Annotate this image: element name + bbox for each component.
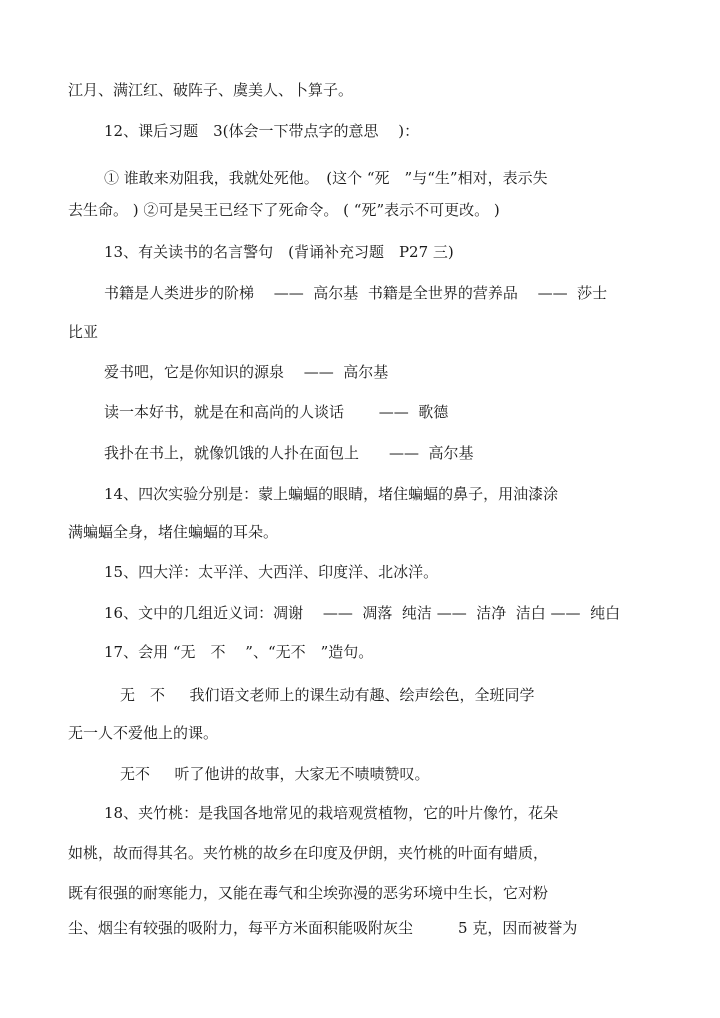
text-line: 既有很强的耐寒能力，又能在毒气和尘埃弥漫的恶劣环境中生长，它对粉 bbox=[68, 884, 549, 902]
text-line: 爱书吧，它是你知识的源泉 —— 高尔基 bbox=[104, 363, 389, 381]
text-line: 无一人不爱他上的课。 bbox=[68, 724, 219, 742]
text-line: 15、四大洋：太平洋、大西洋、印度洋、北冰洋。 bbox=[104, 563, 439, 581]
text-line: 14、四次实验分别是：蒙上蝙蝠的眼睛，堵住蝙蝠的鼻子，用油漆涂 bbox=[104, 485, 559, 503]
text-line: 12、课后习题 3(体会一下带点字的意思 )： bbox=[104, 122, 420, 140]
text-line: 书籍是人类进步的阶梯 —— 高尔基 书籍是全世界的营养品 —— 莎士 bbox=[104, 284, 608, 302]
text-line: 17、会用 “无 不 ”、“无不 ”造句。 bbox=[104, 643, 374, 661]
text-line: 尘、烟尘有较强的吸附力，每平方米面积能吸附灰尘 5 克，因而被誉为 bbox=[68, 919, 578, 937]
text-line: 无不 听了他讲的故事，大家无不啧啧赞叹。 bbox=[120, 765, 430, 783]
text-line: 18、夹竹桃：是我国各地常见的栽培观赏植物，它的叶片像竹，花朵 bbox=[104, 804, 559, 822]
text-line: 13、有关读书的名言警句 (背诵补充习题 P27 三) bbox=[104, 243, 454, 261]
text-line: 无 不 我们语文老师上的课生动有趣、绘声绘色，全班同学 bbox=[120, 686, 535, 704]
text-line: 江月、满江红、破阵子、虞美人、卜算子。 bbox=[68, 81, 354, 99]
text-line: 满蝙蝠全身，堵住蝙蝠的耳朵。 bbox=[68, 523, 279, 541]
text-line: 我扑在书上，就像饥饿的人扑在面包上 —— 高尔基 bbox=[104, 444, 474, 462]
text-line: 16、文中的几组近义词：凋谢 —— 凋落 纯洁 —— 洁净 洁白 —— 纯白 bbox=[104, 604, 621, 622]
text-line: ① 谁敢来劝阻我，我就处死他。 (这个 “死 ”与“生”相对，表示失 bbox=[104, 169, 548, 187]
text-line: 读一本好书，就是在和高尚的人谈话 —— 歌德 bbox=[104, 403, 449, 421]
text-line: 比亚 bbox=[68, 323, 99, 341]
text-line: 如桃，故而得其名。夹竹桃的故乡在印度及伊朗，夹竹桃的叶面有蜡质， bbox=[68, 844, 549, 862]
text-line: 去生命。 ) ②可是吴王已经下了死命令。 ( “死”表示不可更改。 ) bbox=[68, 201, 500, 219]
